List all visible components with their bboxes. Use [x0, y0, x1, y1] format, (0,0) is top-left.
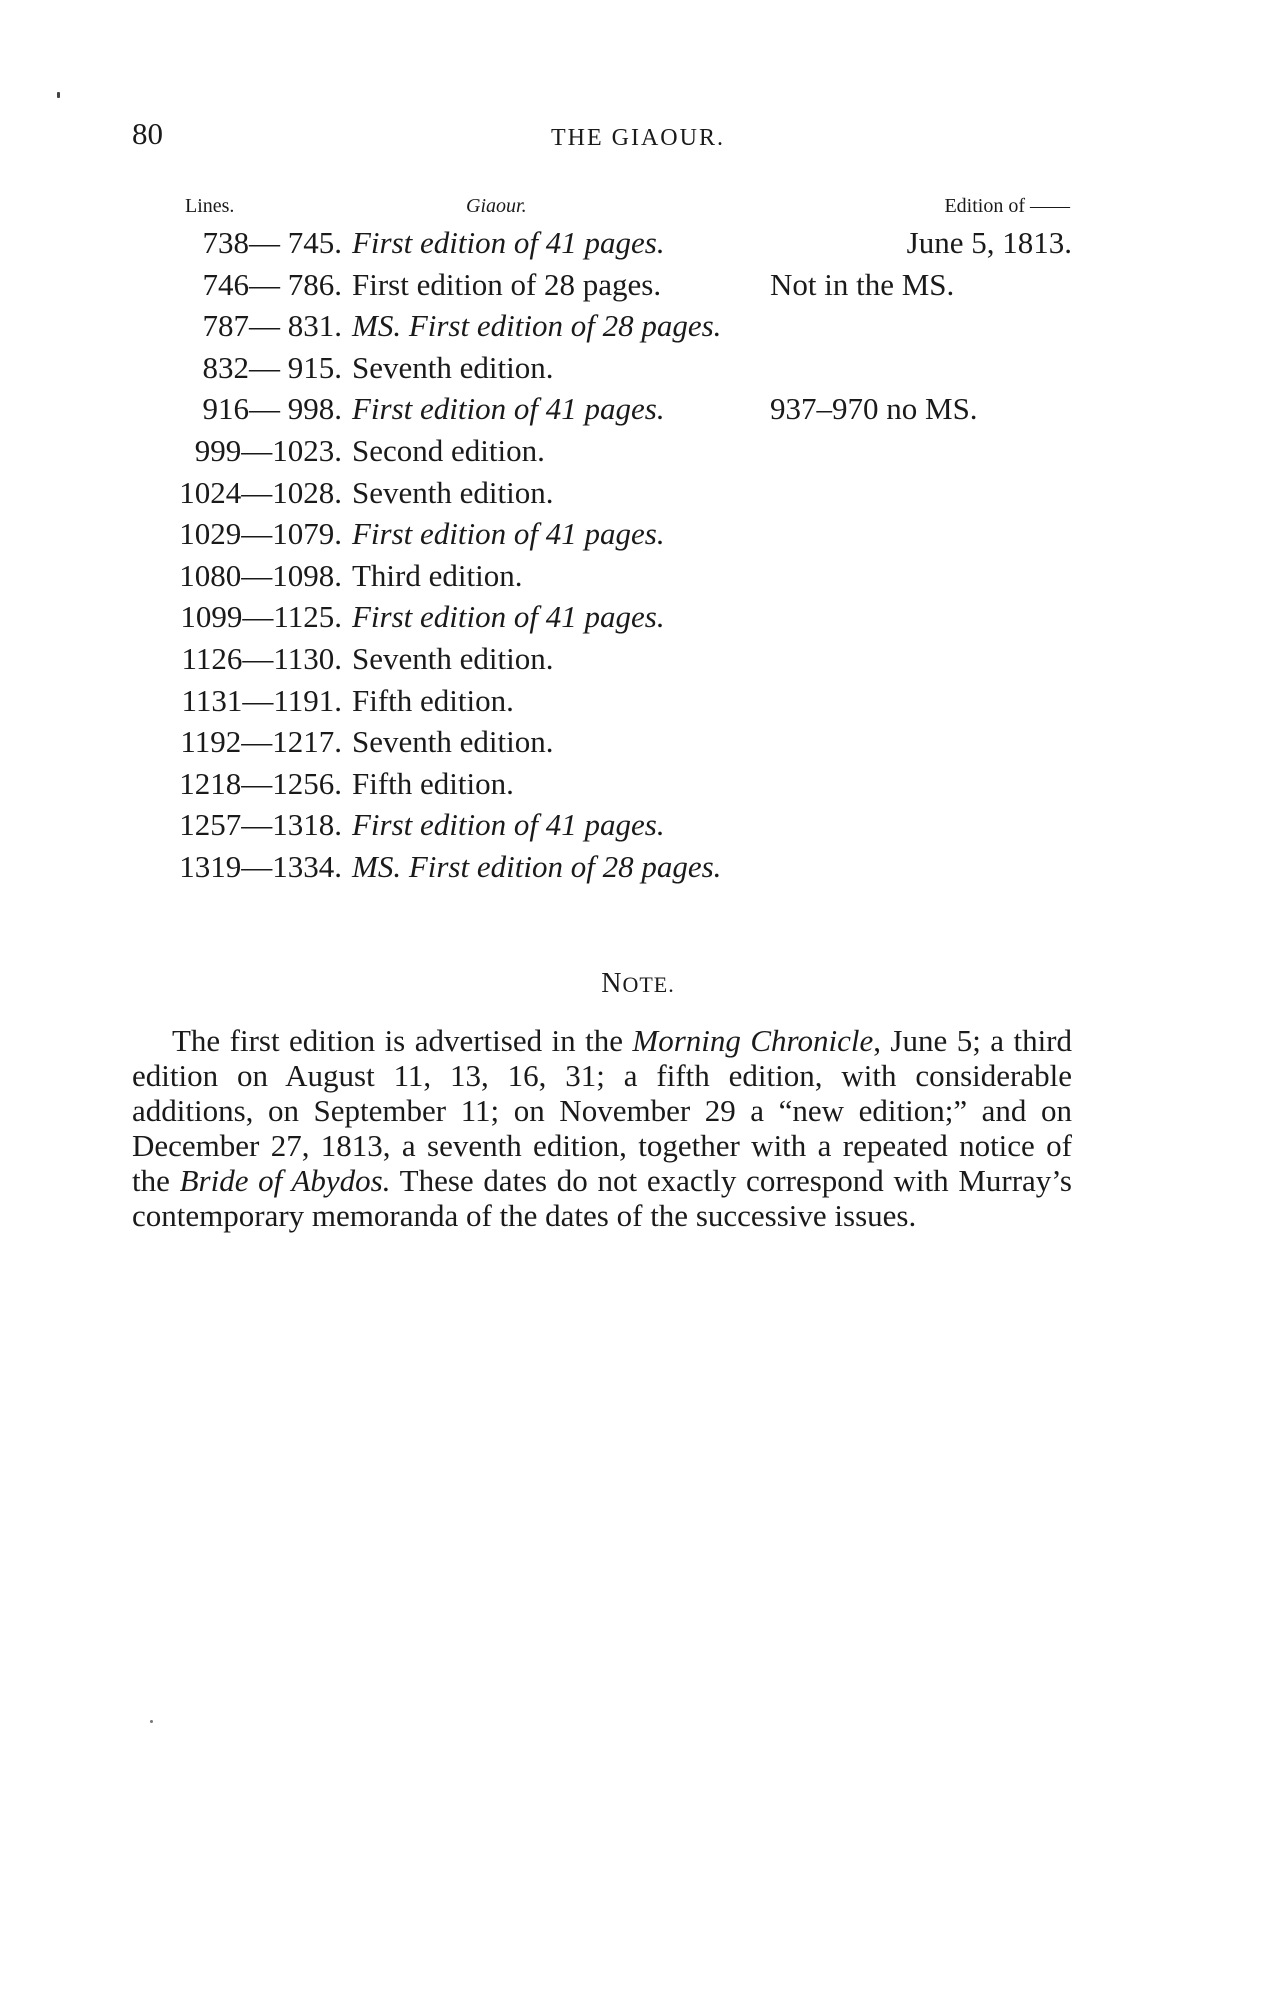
- table-row: [132, 804, 1092, 846]
- table-row: [132, 388, 1092, 430]
- source-edition: First edition of 41 pages.: [352, 807, 665, 843]
- note-paragraph: [132, 1023, 1072, 1233]
- table-row: [132, 430, 1092, 472]
- table-row: [132, 596, 1092, 638]
- table-row: [132, 680, 1092, 722]
- line-range: 1080—1098.: [179, 557, 342, 593]
- line-range: 1131—1191.: [181, 682, 342, 718]
- line-range: 1192—1217.: [180, 724, 342, 760]
- table-row: [132, 264, 1092, 306]
- line-range: 1024—1028.: [179, 474, 342, 510]
- source-edition: Seventh edition.: [352, 724, 554, 760]
- table-row: [132, 763, 1092, 805]
- edition-table: [132, 222, 1092, 888]
- scan-dot: [150, 1720, 153, 1723]
- table-row: [132, 347, 1092, 389]
- note-text-2: , June 5; a third edition on August 11, 13, 16, 31; a fifth edition, with considerable additions, on September 11; on November 29 a “new edition;” and on December 27, 1813, a seventh edition, together with a repeated notice of the: [132, 1023, 1073, 1198]
- source-edition: First edition of 41 pages.: [352, 599, 665, 635]
- source-edition: First edition of 41 pages.: [352, 516, 665, 552]
- table-row: [132, 846, 1092, 888]
- source-edition: Fifth edition.: [352, 765, 514, 801]
- source-edition: Seventh edition.: [352, 349, 554, 385]
- source-edition: MS. First edition of 28 pages.: [352, 848, 722, 884]
- column-header-giaour: Giaour.: [466, 195, 527, 217]
- row-note: Not in the MS.: [770, 266, 955, 302]
- row-note: June 5, 1813.: [906, 225, 1072, 260]
- line-range: 738— 745.: [202, 225, 342, 260]
- column-header-edition: Edition of ——: [944, 195, 1070, 217]
- line-range: 1218—1256.: [179, 765, 342, 801]
- source-edition: MS. First edition of 28 pages.: [352, 308, 722, 344]
- line-range: 1029—1079.: [179, 516, 342, 552]
- source-edition: Seventh edition.: [352, 640, 554, 676]
- note-heading-rest: OTE.: [622, 972, 675, 997]
- note-text-1: The first edition is advertised in the: [172, 1023, 633, 1058]
- line-range: 787— 831.: [202, 308, 342, 344]
- line-range: 1126—1130.: [181, 640, 342, 676]
- note-text-3: These dates do not exactly correspond with Murray’s contemporary memoranda of the dates of the successive issues.: [132, 1163, 1072, 1233]
- source-edition: First edition of 41 pages.: [352, 225, 665, 260]
- source-edition: Second edition.: [352, 432, 545, 468]
- table-row: [132, 638, 1092, 680]
- table-row: [132, 472, 1092, 514]
- source-edition: Third edition.: [352, 557, 523, 593]
- note-heading-initial: N: [601, 968, 623, 999]
- table-row: [132, 555, 1092, 597]
- page-number: 80: [132, 116, 163, 151]
- line-range: 746— 786.: [202, 266, 342, 302]
- table-row: [132, 305, 1092, 347]
- line-range: 999—1023.: [194, 432, 342, 468]
- source-edition: Fifth edition.: [352, 682, 514, 718]
- scan-speck: [57, 92, 60, 98]
- note-title-bride-of-abydos: Bride of Abydos.: [179, 1163, 391, 1198]
- line-range: 1257—1318.: [179, 807, 342, 843]
- note-body: [132, 1023, 1072, 1233]
- table-row: [132, 721, 1092, 763]
- column-header-lines: Lines.: [185, 195, 235, 217]
- line-range: 1099—1125.: [180, 599, 342, 635]
- row-note: 937–970 no MS.: [770, 391, 978, 427]
- table-row: [132, 513, 1092, 555]
- note-title-morning-chronicle: Morning Chronicle: [632, 1023, 874, 1058]
- line-range: 916— 998.: [202, 391, 342, 427]
- note-heading: [0, 970, 1276, 998]
- source-edition: First edition of 41 pages.: [352, 391, 665, 427]
- table-row: [132, 222, 1092, 264]
- line-range: 1319—1334.: [179, 848, 342, 884]
- source-edition: First edition of 28 pages.: [352, 266, 662, 302]
- line-range: 832— 915.: [202, 349, 342, 385]
- running-title: THE GIAOUR.: [551, 125, 725, 151]
- source-edition: Seventh edition.: [352, 474, 554, 510]
